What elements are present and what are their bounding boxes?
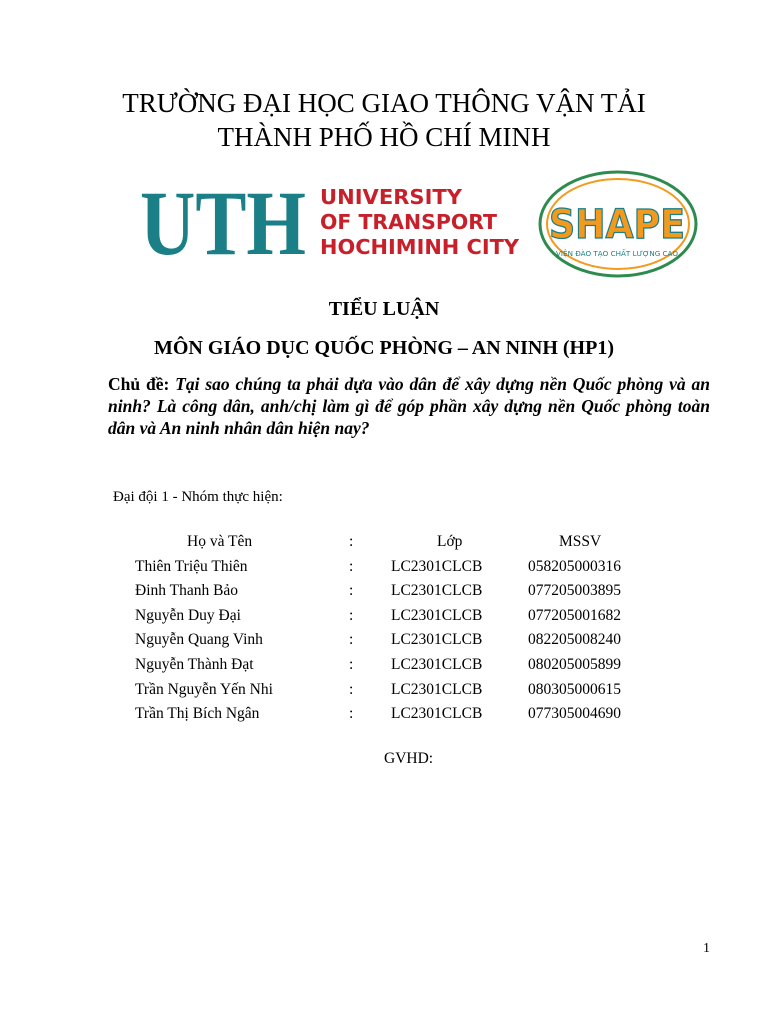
page-number: 1 [703,941,710,956]
member-student-id: 082205008240 [528,631,621,649]
member-name: Nguyễn Quang Vinh [135,631,263,649]
member-class: LC2301CLCB [391,705,483,723]
member-student-id: 058205000316 [528,557,621,575]
member-class: LC2301CLCB [391,606,483,624]
topic-label: Chủ đề: [108,374,170,394]
document-title: TIỂU LUẬN [328,298,440,320]
uth-logo [140,174,525,258]
members-table-header [0,533,768,558]
member-colon: : [349,631,354,649]
member-class: LC2301CLCB [391,631,483,649]
uth-logo-line-2: OF TRANSPORT [320,210,498,234]
member-name: Nguyễn Thành Đạt [135,655,254,673]
member-row [0,681,768,706]
member-colon: : [349,705,354,723]
members-table [0,533,768,730]
member-student-id: 080305000615 [528,680,621,698]
shape-logo [536,168,701,280]
member-student-id: 077205003895 [528,582,621,600]
logos-row [140,168,700,268]
member-colon: : [349,655,354,673]
member-row [0,558,768,583]
member-name: Trần Thị Bích Ngân [135,705,260,723]
course-title: MÔN GIÁO DỤC QUỐC PHÒNG – AN NINH (HP1) [154,337,614,359]
school-name [0,86,768,154]
shape-logo-tagline: VIỆN ĐÀO TẠO CHẤT LƯỢNG CAO [556,250,675,258]
member-class: LC2301CLCB [391,582,483,600]
member-row [0,656,768,681]
uth-logo-line-1: UNIVERSITY [320,185,463,209]
member-student-id: 077205001682 [528,606,621,624]
topic-paragraph [108,373,710,439]
topic-text: Tại sao chúng ta phải dựa vào dân để xây dựng nền Quốc phòng và an ninh? Là công dân, anh/chị làm gì để góp phần xây dựng nền Quốc phòng toàn dân và An ninh nhân dân hiện nay? [108,374,711,438]
shape-logo-word: SHAPE [549,202,685,248]
member-name: Trần Nguyễn Yến Nhi [135,680,273,698]
member-row [0,607,768,632]
member-student-id: 077305004690 [528,705,621,723]
header-class: Lớp [437,533,463,550]
group-label: Đại đội 1 - Nhóm thực hiện: [113,489,283,505]
member-colon: : [349,557,354,575]
school-name-line-2: THÀNH PHỐ HỒ CHÍ MINH [217,122,551,152]
member-student-id: 080205005899 [528,655,621,673]
member-row [0,631,768,656]
member-colon: : [349,680,354,698]
header-student-id: MSSV [559,533,602,550]
uth-logo-line-3: HOCHIMINH CITY [320,235,520,258]
member-class: LC2301CLCB [391,655,483,673]
member-row [0,582,768,607]
member-colon: : [349,606,354,624]
member-row [0,705,768,730]
member-class: LC2301CLCB [391,680,483,698]
uth-logo-letters: UTH [140,174,306,258]
member-name: Thiên Triệu Thiên [135,557,248,575]
school-name-line-1: TRƯỜNG ĐẠI HỌC GIAO THÔNG VẬN TẢI [122,88,646,118]
member-class: LC2301CLCB [391,557,483,575]
member-name: Nguyễn Duy Đại [135,606,241,624]
member-name: Đinh Thanh Bảo [135,582,239,600]
header-name: Họ và Tên [187,533,253,550]
advisor-label: GVHD: [384,750,434,767]
header-colon: : [349,533,354,550]
member-colon: : [349,582,354,600]
